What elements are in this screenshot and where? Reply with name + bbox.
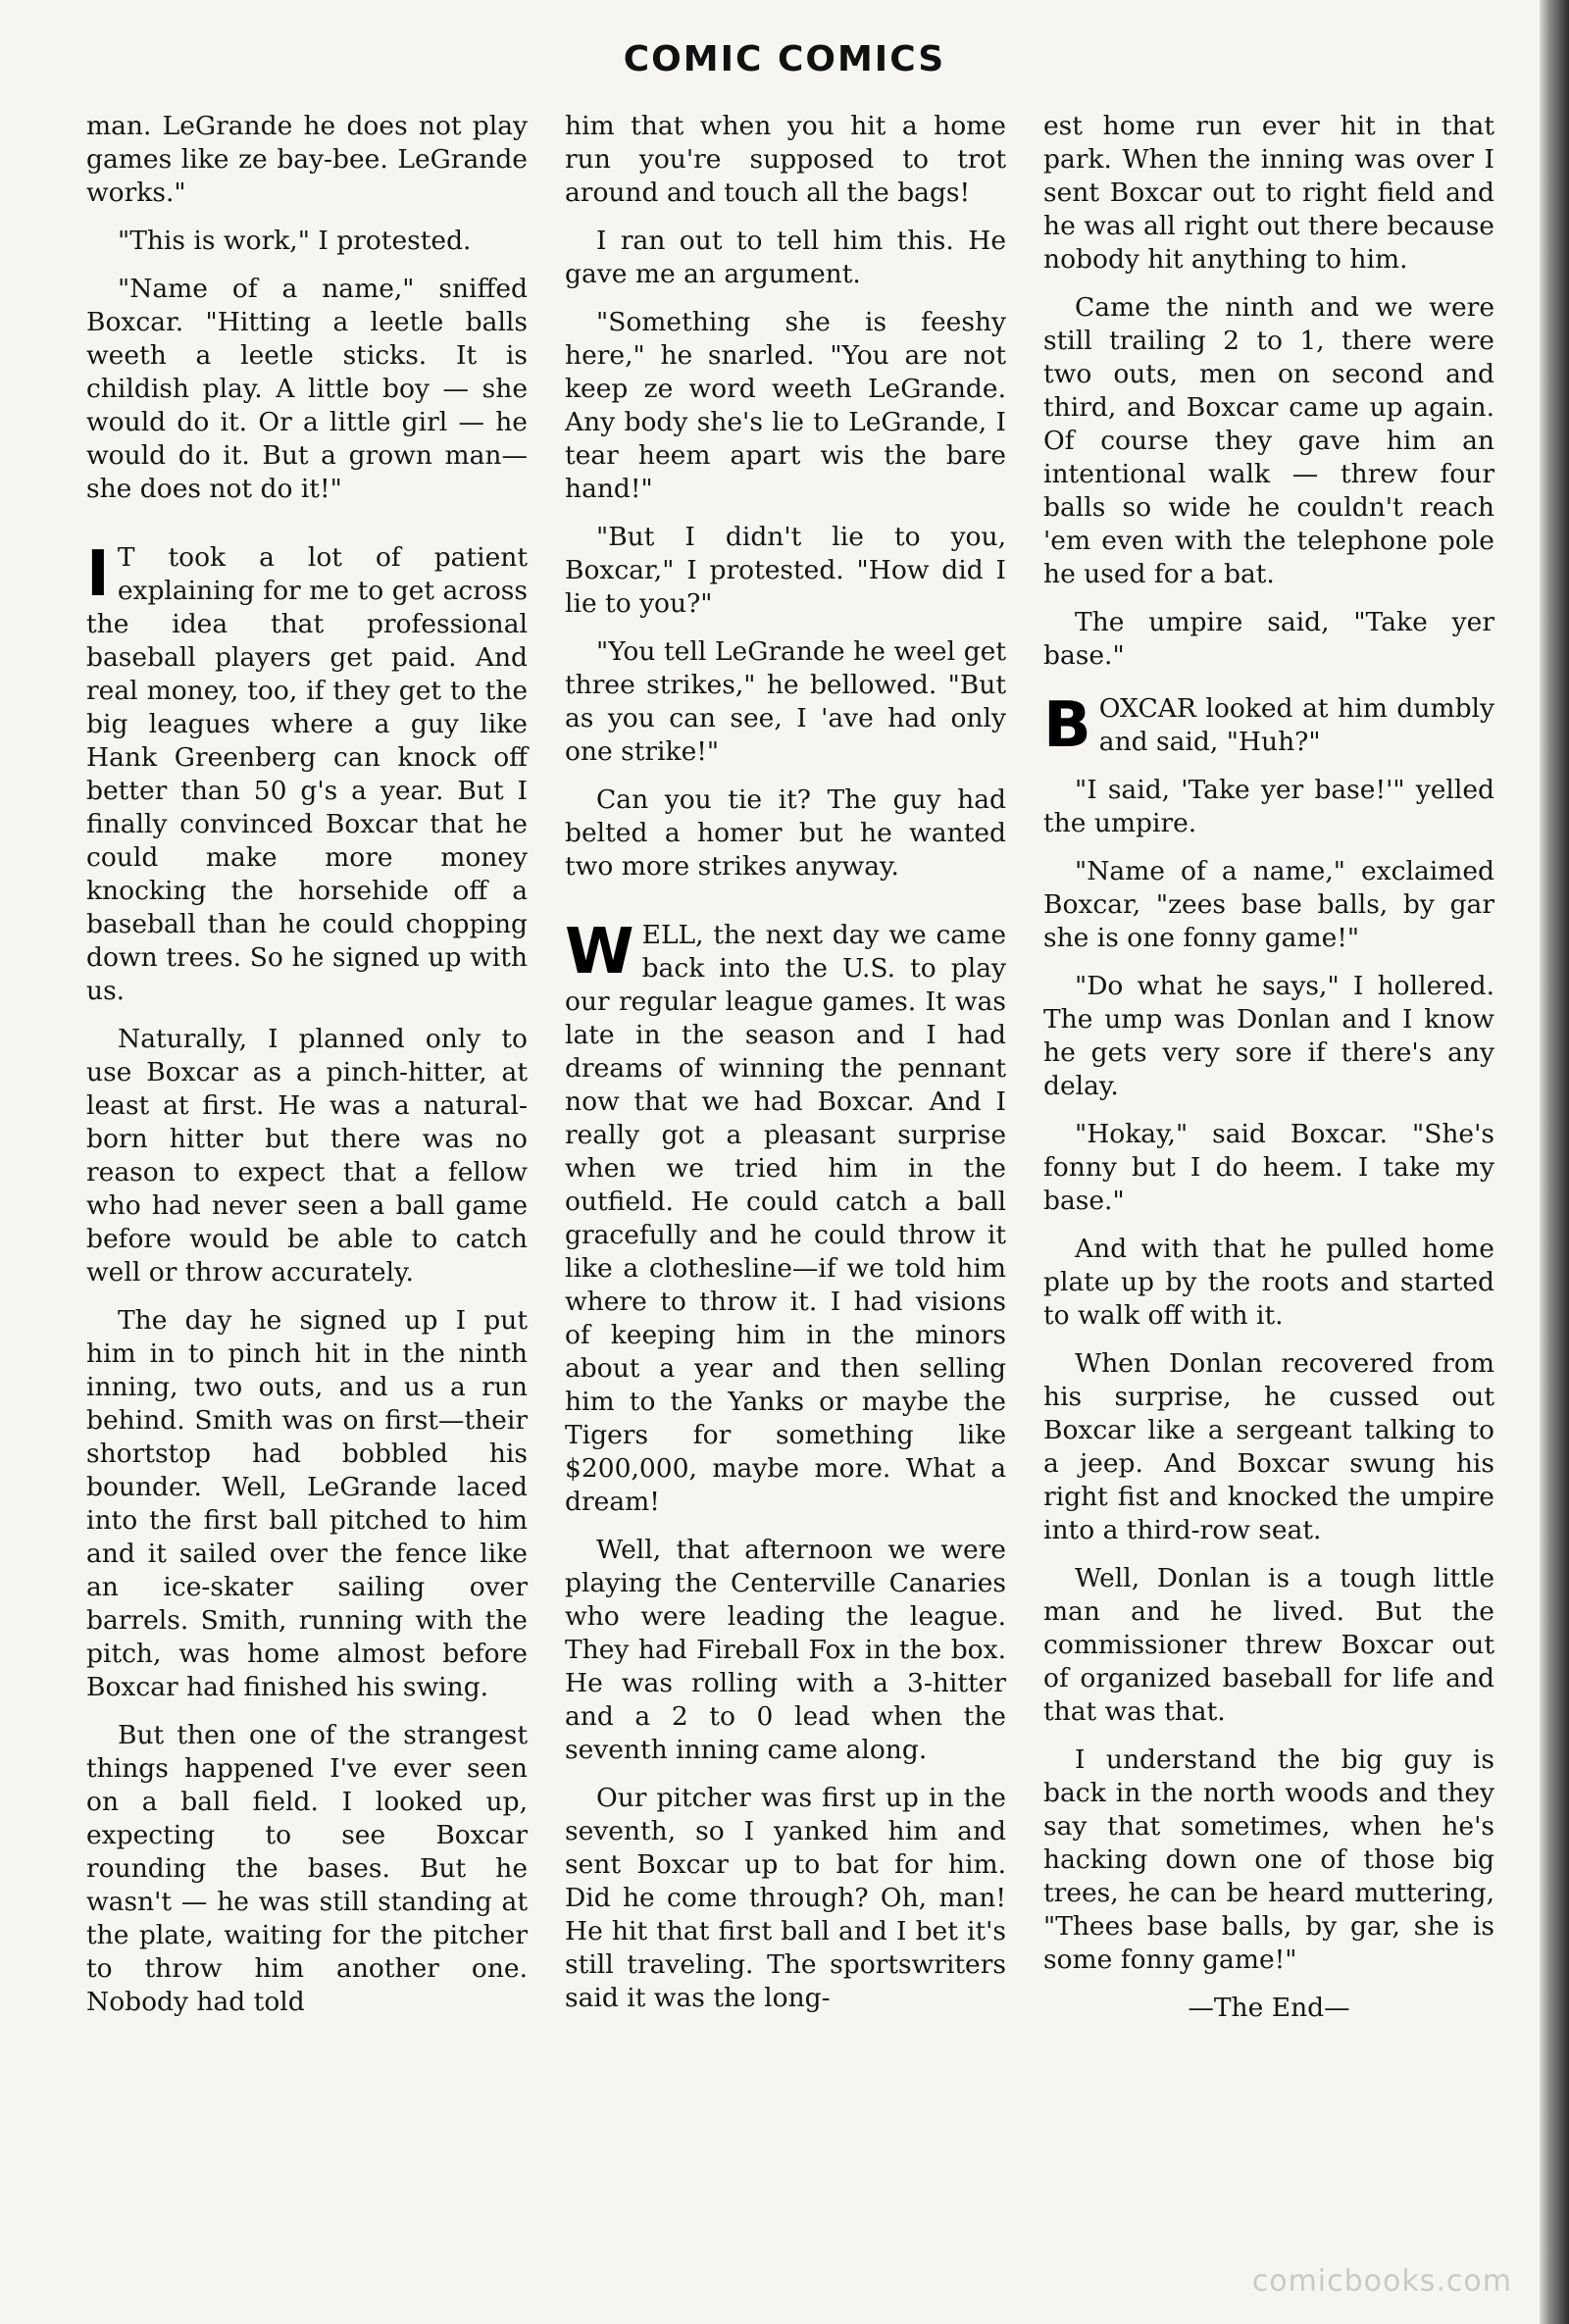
- paragraph: est home run ever hit in that park. When the inning was over I sent Boxcar out to right field and he was all right out there because nobody hit anything to him.: [1043, 111, 1494, 275]
- section-paragraph: [86, 538, 528, 1008]
- paragraph: Came the ninth and we were still trailing 2 to 1, there were two outs, men on second and third, and Boxcar came up again. Of course they gave him an intentional walk — threw four balls so wide he couldn't reach 'em even with the telephone pole he used for a bat.: [1043, 292, 1494, 589]
- paragraph: I ran out to tell him this. He gave me an argument.: [565, 226, 1006, 289]
- text-column-3: [1043, 110, 1494, 2040]
- paragraph-text: OXCAR looked at him dumbly and said, "Huh?": [1098, 693, 1494, 757]
- paragraph: I understand the big guy is back in the north woods and they say that sometimes, when he's hacking down one of those big trees, he can be heard muttering, "Thees base balls, by gar, she is some fonny game!": [1043, 1744, 1494, 1975]
- paragraph: man. LeGrande he does not play games like ze bay-bee. LeGrande works.": [86, 111, 528, 208]
- paragraph: Well, that afternoon we were playing the Centerville Canaries who were leading the league. They had Fireball Fox in the box. He was rolling with a 3-hitter and a 2 to 0 lead when the seventh inning came along.: [565, 1535, 1006, 1765]
- paragraph: The day he signed up I put him in to pinch hit in the ninth inning, two outs, and us a run behind. Smith was on first—their shortstop had bobbled his bounder. Well, LeGrande laced into the first ball pitched to him and it sailed over the fence like an ice-skater sailing over barrels. Smith, running with the pitch, was home almost before Boxcar had finished his swing.: [86, 1305, 528, 1702]
- story-end-marker: —The End—: [1188, 1993, 1350, 2023]
- paragraph: But then one of the strangest things happened I've ever seen on a ball field. I looked up, expecting to see Boxcar rounding the bases. But he wasn't — he was still standing at the plate, waiting for the pitcher to throw him another one. Nobody had told: [86, 1720, 528, 2017]
- paragraph: Can you tie it? The guy had belted a homer but he wanted two more strikes anyway.: [565, 784, 1006, 882]
- paragraph: The umpire said, "Take yer base.": [1043, 607, 1494, 671]
- paragraph: And with that he pulled home plate up by the roots and started to walk off with it.: [1043, 1234, 1494, 1331]
- paragraph: "Hokay," said Boxcar. "She's fonny but I do heem. I take my base.": [1043, 1119, 1494, 1216]
- drop-cap: W: [565, 916, 634, 988]
- paragraph: Naturally, I planned only to use Boxcar as a pinch-hitter, at least at first. He was a natural-born hitter but there was no reason to expect that a fellow who had never seen a ball game before would be able to catch well or throw accurately.: [86, 1024, 528, 1288]
- paragraph: When Donlan recovered from his surprise, he cussed out Boxcar like a sergeant talking to a jeep. And Boxcar swung his right fist and knocked the umpire into a third-row seat.: [1043, 1348, 1494, 1545]
- paragraph: "I said, 'Take yer base!'" yelled the umpire.: [1043, 775, 1494, 838]
- section-paragraph: [565, 916, 1006, 1519]
- paragraph: "Do what he says," I hollered. The ump was Donlan and I know he gets very sore if there's any delay.: [1043, 971, 1494, 1101]
- text-column-2: [565, 110, 1006, 2030]
- text-column-1: [86, 110, 528, 2034]
- drop-cap: B: [1043, 689, 1091, 762]
- paragraph: "Name of a name," sniffed Boxcar. "Hitting a leetle balls weeth a leetle sticks. It is childish play. A little boy — she would do it. Or a little girl — he would do it. But a grown man—she does not do it!": [86, 274, 528, 504]
- paragraph: "Something she is feeshy here," he snarled. "You are not keep ze word weeth LeGrande. Any body she's lie to LeGrande, I tear heem apart wis the bare hand!": [565, 307, 1006, 504]
- paragraph-text: T took a lot of patient explaining for me to get across the idea that professional baseball players get paid. And real money, too, if they get to the big leagues where a guy like Hank Greenberg can knock off better than 50 g's a year. But I finally convinced Boxcar that he could make more money knocking the horsehide off a baseball than he could chopping down trees. So he signed up with us.: [86, 542, 528, 1006]
- paragraph: "You tell LeGrande he weel get three strikes," he bellowed. "But as you can see, I 'ave had only one strike!": [565, 636, 1006, 767]
- drop-cap: I: [86, 538, 110, 611]
- section-paragraph: [1043, 689, 1494, 762]
- paragraph: him that when you hit a home run you're supposed to trot around and touch all the bags!: [565, 111, 1006, 208]
- paragraph: "But I didn't lie to you, Boxcar," I protested. "How did I lie to you?": [565, 522, 1006, 619]
- paragraph: "Name of a name," exclaimed Boxcar, "zees base balls, by gar she is one fonny game!": [1043, 856, 1494, 953]
- paragraph: Well, Donlan is a tough little man and he lived. But the commissioner threw Boxcar out of organized baseball for life and that was that.: [1043, 1563, 1494, 1727]
- watermark: comicbooks.com: [1251, 2264, 1512, 2299]
- paragraph-text: ELL, the next day we came back into the U.S. to play our regular league games. It was late in the season and I had dreams of winning the pennant now that we had Boxcar. And I really got a pleasant surprise when we tried him in the outfield. He could catch a ball gracefully and he could throw it like a clothesline—if we told him where to throw it. I had visions of keeping him in the minors about a year and then selling him to the Yanks or maybe the Tigers for something like $200,000, maybe more. What a dream!: [565, 920, 1006, 1517]
- page-header-title: COMIC COMICS: [623, 39, 946, 79]
- page-spine-shadow: [1540, 0, 1569, 2324]
- paragraph: Our pitcher was first up in the seventh, so I yanked him and sent Boxcar up to bat for him. Did he come through? Oh, man! He hit that first ball and I bet it's still traveling. The sportswriters said it was the long-: [565, 1783, 1006, 2013]
- paragraph: "This is work," I protested.: [118, 226, 472, 256]
